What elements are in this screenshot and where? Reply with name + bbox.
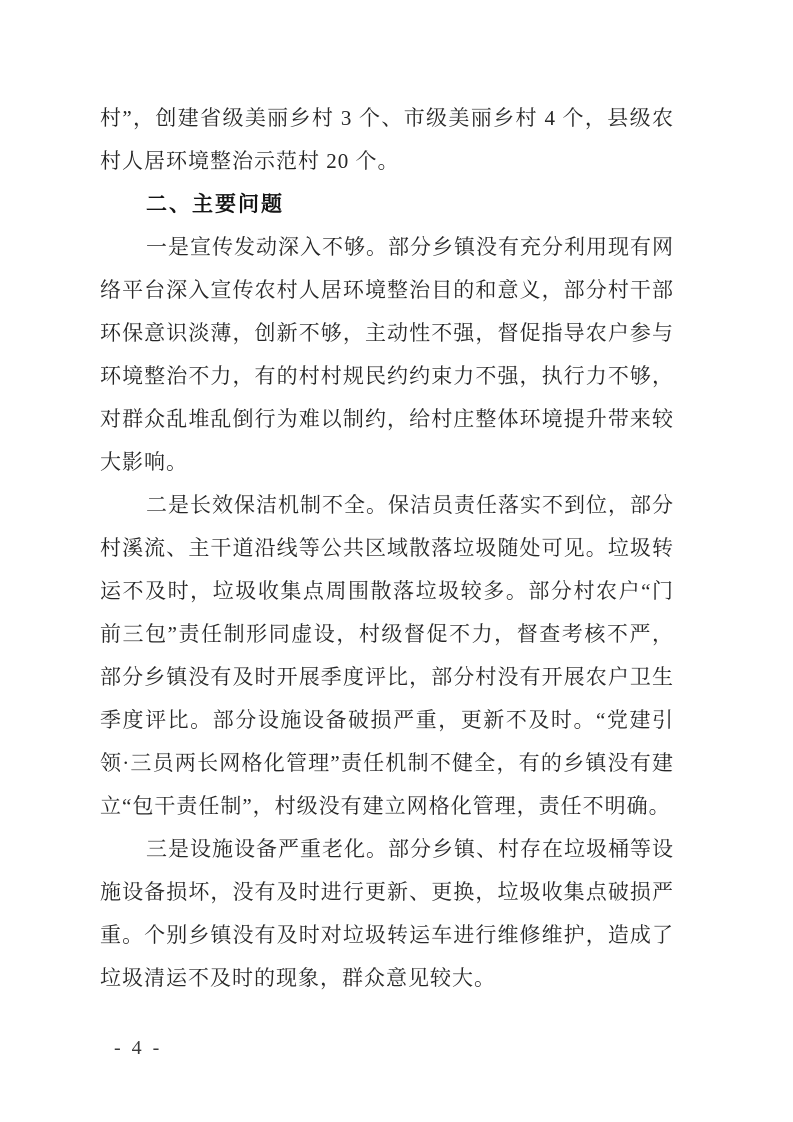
paragraph-problem-2 [100, 484, 674, 828]
continuation-paragraph: 村”，创建省级美丽乡村 3 个、市级美丽乡村 4 个，县级农村人居环境整治示范村 20 个。 [100, 106, 674, 173]
paragraph-2-lead: 二是长效保洁机制不全。 [146, 493, 388, 517]
paragraph-problem-3 [100, 828, 674, 1000]
paragraph-3-lead: 三是设施设备严重老化。 [146, 837, 388, 861]
section-heading: 二、主要问题 [146, 192, 284, 216]
paragraph-1-lead: 一是宣传发动深入不够。 [146, 235, 388, 259]
paragraph-problem-1 [100, 226, 674, 484]
paragraph-3-body: 部分乡镇、村存在垃圾桶等设施设备损坏，没有及时进行更新、更换，垃圾收集点破损严重。个别乡镇没有及时对垃圾转运车进行维修维护，造成了垃圾清运不及时的现象，群众意见较大。 [100, 837, 674, 990]
paragraph-2-body: 保洁员责任落实不到位，部分村溪流、主干道沿线等公共区域散落垃圾随处可见。垃圾转运不及时，垃圾收集点周围散落垃圾较多。部分村农户“门前三包”责任制形同虚设，村级督促不力，督查考核不严，部分乡镇没有及时开展季度评比，部分村没有开展农户卫生季度评比。部分设施设备破损严重，更新不及时。“党建引领·三员两长网格化管理”责任机制不健全，有的乡镇没有建立“包干责任制”，村级没有建立网格化管理，责任不明确。 [100, 493, 674, 818]
document-body [100, 97, 674, 1000]
page-number: - 4 - [114, 1037, 163, 1059]
paragraph-1-body: 部分乡镇没有充分利用现有网络平台深入宣传农村人居环境整治目的和意义，部分村干部环保意识淡薄，创新不够，主动性不强，督促指导农户参与环境整治不力，有的村村规民约约束力不强，执行力不够，对群众乱堆乱倒行为难以制约，给村庄整体环境提升带来较大影响。 [100, 235, 674, 474]
